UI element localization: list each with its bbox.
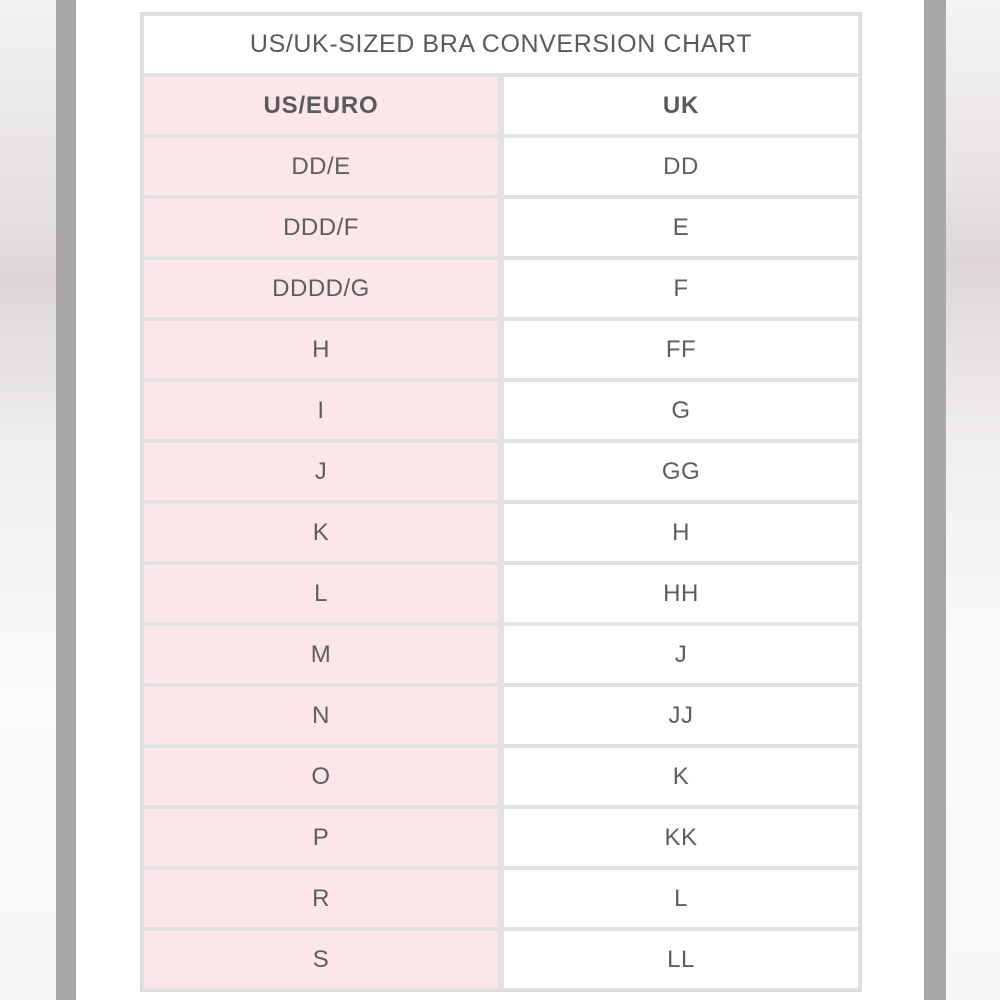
uk-size-cell: H: [504, 504, 858, 561]
conversion-table: [140, 12, 862, 992]
us-euro-size-cell: S: [144, 931, 498, 988]
uk-size-cell: HH: [504, 565, 858, 622]
uk-size-cell: FF: [504, 321, 858, 378]
uk-size-cell: KK: [504, 809, 858, 866]
table-row: [144, 870, 858, 927]
us-euro-size-cell: R: [144, 870, 498, 927]
uk-size-cell: K: [504, 748, 858, 805]
us-euro-size-cell: P: [144, 809, 498, 866]
table-row: [144, 809, 858, 866]
chart-title: US/UK-SIZED BRA CONVERSION CHART: [144, 16, 858, 73]
table-row: [144, 931, 858, 988]
uk-size-cell: E: [504, 199, 858, 256]
uk-size-cell: GG: [504, 443, 858, 500]
header-uk: UK: [504, 77, 858, 134]
frame-left: [56, 0, 76, 1000]
us-euro-size-cell: I: [144, 382, 498, 439]
table-row: [144, 687, 858, 744]
us-euro-size-cell: H: [144, 321, 498, 378]
us-euro-size-cell: M: [144, 626, 498, 683]
us-euro-size-cell: K: [144, 504, 498, 561]
table-row: [144, 626, 858, 683]
table-row: [144, 504, 858, 561]
us-euro-size-cell: DDDD/G: [144, 260, 498, 317]
us-euro-size-cell: L: [144, 565, 498, 622]
us-euro-size-cell: N: [144, 687, 498, 744]
uk-size-cell: F: [504, 260, 858, 317]
table-row: [144, 382, 858, 439]
uk-size-cell: G: [504, 382, 858, 439]
uk-size-cell: L: [504, 870, 858, 927]
table-row: [144, 260, 858, 317]
uk-size-cell: J: [504, 626, 858, 683]
us-euro-size-cell: J: [144, 443, 498, 500]
uk-size-cell: JJ: [504, 687, 858, 744]
us-euro-size-cell: DD/E: [144, 138, 498, 195]
table-row: [144, 138, 858, 195]
uk-size-cell: LL: [504, 931, 858, 988]
table-row: [144, 199, 858, 256]
frame-right: [924, 0, 946, 1000]
uk-size-cell: DD: [504, 138, 858, 195]
us-euro-size-cell: DDD/F: [144, 199, 498, 256]
header-us-euro: US/EURO: [144, 77, 498, 134]
table-header-row: [144, 77, 858, 134]
blurred-background-right: [946, 0, 1000, 1000]
table-row: [144, 748, 858, 805]
table-row: [144, 321, 858, 378]
us-euro-size-cell: O: [144, 748, 498, 805]
table-row: [144, 565, 858, 622]
blurred-background-left: [0, 0, 56, 1000]
table-row: [144, 443, 858, 500]
